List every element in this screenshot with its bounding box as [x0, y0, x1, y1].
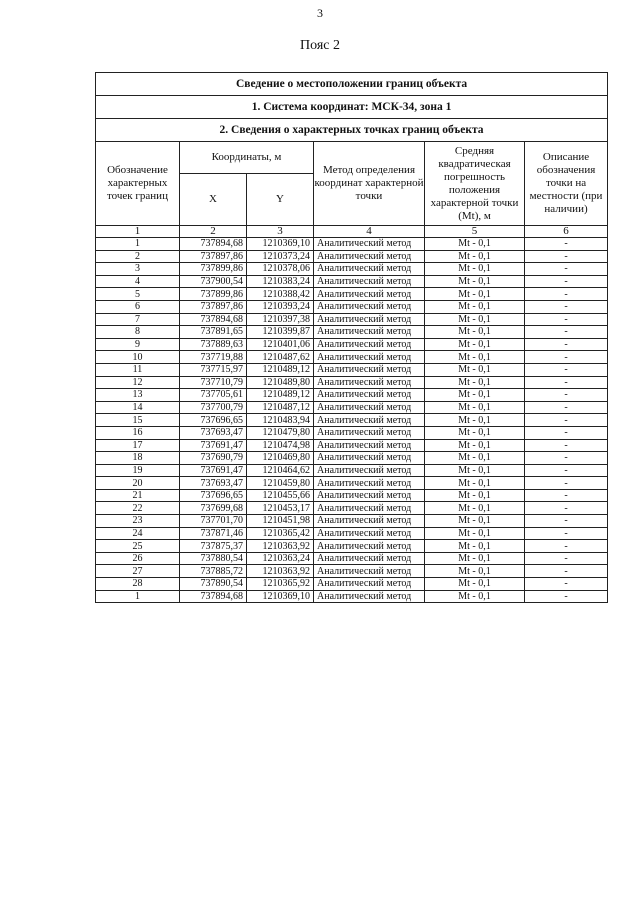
description-cell: -	[525, 578, 608, 591]
point-cell: 22	[96, 502, 180, 515]
x-cell: 737897,86	[180, 300, 247, 313]
error-cell: Mt - 0,1	[425, 565, 525, 578]
error-cell: Mt - 0,1	[425, 351, 525, 364]
y-cell: 1210401,06	[247, 338, 314, 351]
error-cell: Mt - 0,1	[425, 578, 525, 591]
y-cell: 1210365,92	[247, 578, 314, 591]
method-cell: Аналитический метод	[314, 351, 425, 364]
table-row	[96, 439, 608, 452]
error-cell: Mt - 0,1	[425, 326, 525, 339]
table-row	[96, 275, 608, 288]
method-cell: Аналитический метод	[314, 464, 425, 477]
error-cell: Mt - 0,1	[425, 502, 525, 515]
point-cell: 26	[96, 552, 180, 565]
method-cell: Аналитический метод	[314, 363, 425, 376]
error-cell: Mt - 0,1	[425, 300, 525, 313]
table-row	[96, 552, 608, 565]
x-cell: 737719,88	[180, 351, 247, 364]
point-cell: 6	[96, 300, 180, 313]
description-cell: -	[525, 489, 608, 502]
x-cell: 737696,65	[180, 414, 247, 427]
description-cell: -	[525, 389, 608, 402]
error-cell: Mt - 0,1	[425, 439, 525, 452]
x-cell: 737897,86	[180, 250, 247, 263]
description-cell: -	[525, 288, 608, 301]
method-cell: Аналитический метод	[314, 527, 425, 540]
error-cell: Mt - 0,1	[425, 363, 525, 376]
table-row	[96, 515, 608, 528]
y-cell: 1210397,38	[247, 313, 314, 326]
x-cell: 737890,54	[180, 578, 247, 591]
description-cell: -	[525, 452, 608, 465]
point-cell: 16	[96, 426, 180, 439]
y-cell: 1210383,24	[247, 275, 314, 288]
point-cell: 27	[96, 565, 180, 578]
x-cell: 737891,65	[180, 326, 247, 339]
header-point: Обозначение характерных точек границ	[96, 142, 180, 226]
y-cell: 1210369,10	[247, 238, 314, 251]
y-cell: 1210489,80	[247, 376, 314, 389]
method-cell: Аналитический метод	[314, 288, 425, 301]
method-cell: Аналитический метод	[314, 540, 425, 553]
method-cell: Аналитический метод	[314, 452, 425, 465]
x-cell: 737705,61	[180, 389, 247, 402]
x-cell: 737875,37	[180, 540, 247, 553]
x-cell: 737699,68	[180, 502, 247, 515]
method-cell: Аналитический метод	[314, 489, 425, 502]
method-cell: Аналитический метод	[314, 502, 425, 515]
method-cell: Аналитический метод	[314, 263, 425, 276]
y-cell: 1210451,98	[247, 515, 314, 528]
description-cell: -	[525, 565, 608, 578]
error-cell: Mt - 0,1	[425, 250, 525, 263]
point-cell: 3	[96, 263, 180, 276]
y-cell: 1210455,66	[247, 489, 314, 502]
y-cell: 1210373,24	[247, 250, 314, 263]
table-row	[96, 250, 608, 263]
description-cell: -	[525, 300, 608, 313]
error-cell: Mt - 0,1	[425, 552, 525, 565]
table-row	[96, 540, 608, 553]
description-cell: -	[525, 351, 608, 364]
y-cell: 1210388,42	[247, 288, 314, 301]
col-number: 2	[180, 226, 247, 238]
y-cell: 1210459,80	[247, 477, 314, 490]
y-cell: 1210474,98	[247, 439, 314, 452]
table-row	[96, 590, 608, 603]
table-row	[96, 376, 608, 389]
point-cell: 1	[96, 238, 180, 251]
point-cell: 24	[96, 527, 180, 540]
table-row	[96, 338, 608, 351]
table-row	[96, 313, 608, 326]
table-row	[96, 477, 608, 490]
page-number: 3	[317, 6, 323, 20]
error-cell: Mt - 0,1	[425, 376, 525, 389]
error-cell: Mt - 0,1	[425, 540, 525, 553]
description-cell: -	[525, 275, 608, 288]
table-row	[96, 288, 608, 301]
method-cell: Аналитический метод	[314, 238, 425, 251]
table-row	[96, 363, 608, 376]
table-row	[96, 464, 608, 477]
header-y: Y	[247, 174, 314, 226]
method-cell: Аналитический метод	[314, 326, 425, 339]
y-cell: 1210363,24	[247, 552, 314, 565]
x-cell: 737700,79	[180, 401, 247, 414]
col-number: 5	[425, 226, 525, 238]
error-cell: Mt - 0,1	[425, 590, 525, 603]
error-cell: Mt - 0,1	[425, 389, 525, 402]
method-cell: Аналитический метод	[314, 426, 425, 439]
error-cell: Mt - 0,1	[425, 426, 525, 439]
x-cell: 737691,47	[180, 439, 247, 452]
coord-system-row: 1. Система координат: МСК-34, зона 1	[96, 96, 608, 119]
table-row	[96, 238, 608, 251]
y-cell: 1210399,87	[247, 326, 314, 339]
y-cell: 1210487,12	[247, 401, 314, 414]
description-cell: -	[525, 527, 608, 540]
error-cell: Mt - 0,1	[425, 414, 525, 427]
description-cell: -	[525, 414, 608, 427]
y-cell: 1210363,92	[247, 540, 314, 553]
x-cell: 737690,79	[180, 452, 247, 465]
description-cell: -	[525, 464, 608, 477]
method-cell: Аналитический метод	[314, 300, 425, 313]
y-cell: 1210363,92	[247, 565, 314, 578]
x-cell: 737880,54	[180, 552, 247, 565]
y-cell: 1210365,42	[247, 527, 314, 540]
x-cell: 737715,97	[180, 363, 247, 376]
y-cell: 1210369,10	[247, 590, 314, 603]
x-cell: 737885,72	[180, 565, 247, 578]
method-cell: Аналитический метод	[314, 401, 425, 414]
col-number: 1	[96, 226, 180, 238]
x-cell: 737899,86	[180, 263, 247, 276]
error-cell: Mt - 0,1	[425, 313, 525, 326]
y-cell: 1210483,94	[247, 414, 314, 427]
point-cell: 19	[96, 464, 180, 477]
x-cell: 737900,54	[180, 275, 247, 288]
error-cell: Mt - 0,1	[425, 401, 525, 414]
point-cell: 12	[96, 376, 180, 389]
method-cell: Аналитический метод	[314, 590, 425, 603]
x-cell: 737871,46	[180, 527, 247, 540]
table-row	[96, 426, 608, 439]
method-cell: Аналитический метод	[314, 439, 425, 452]
table-title: Сведение о местоположении границ объекта	[96, 73, 608, 96]
description-cell: -	[525, 426, 608, 439]
table-row	[96, 578, 608, 591]
y-cell: 1210453,17	[247, 502, 314, 515]
point-cell: 7	[96, 313, 180, 326]
error-cell: Mt - 0,1	[425, 477, 525, 490]
table-row	[96, 489, 608, 502]
point-cell: 1	[96, 590, 180, 603]
y-cell: 1210489,12	[247, 389, 314, 402]
table-row	[96, 565, 608, 578]
method-cell: Аналитический метод	[314, 477, 425, 490]
point-cell: 13	[96, 389, 180, 402]
y-cell: 1210469,80	[247, 452, 314, 465]
method-cell: Аналитический метод	[314, 389, 425, 402]
description-cell: -	[525, 439, 608, 452]
description-cell: -	[525, 590, 608, 603]
point-cell: 11	[96, 363, 180, 376]
header-method: Метод определения координат характерной точки	[314, 142, 425, 226]
point-cell: 8	[96, 326, 180, 339]
table-row	[96, 351, 608, 364]
zone-title: Пояс 2	[300, 38, 340, 53]
boundary-points-table	[95, 72, 608, 603]
error-cell: Mt - 0,1	[425, 338, 525, 351]
y-cell: 1210479,80	[247, 426, 314, 439]
description-cell: -	[525, 515, 608, 528]
y-cell: 1210393,24	[247, 300, 314, 313]
method-cell: Аналитический метод	[314, 578, 425, 591]
y-cell: 1210487,62	[247, 351, 314, 364]
method-cell: Аналитический метод	[314, 275, 425, 288]
point-cell: 14	[96, 401, 180, 414]
description-cell: -	[525, 552, 608, 565]
x-cell: 737701,70	[180, 515, 247, 528]
description-cell: -	[525, 313, 608, 326]
description-cell: -	[525, 338, 608, 351]
table-row	[96, 326, 608, 339]
point-cell: 10	[96, 351, 180, 364]
table-row	[96, 300, 608, 313]
point-cell: 9	[96, 338, 180, 351]
error-cell: Mt - 0,1	[425, 489, 525, 502]
description-cell: -	[525, 401, 608, 414]
header-x: X	[180, 174, 247, 226]
error-cell: Mt - 0,1	[425, 288, 525, 301]
point-cell: 25	[96, 540, 180, 553]
table-row	[96, 502, 608, 515]
method-cell: Аналитический метод	[314, 552, 425, 565]
method-cell: Аналитический метод	[314, 376, 425, 389]
header-error: Средняя квадратическая погрешность положения характерной точки (Mt), м	[425, 142, 525, 226]
error-cell: Mt - 0,1	[425, 515, 525, 528]
error-cell: Mt - 0,1	[425, 452, 525, 465]
table-row	[96, 527, 608, 540]
method-cell: Аналитический метод	[314, 338, 425, 351]
x-cell: 737693,47	[180, 426, 247, 439]
error-cell: Mt - 0,1	[425, 238, 525, 251]
description-cell: -	[525, 363, 608, 376]
x-cell: 737899,86	[180, 288, 247, 301]
col-number: 4	[314, 226, 425, 238]
point-cell: 20	[96, 477, 180, 490]
point-cell: 28	[96, 578, 180, 591]
error-cell: Mt - 0,1	[425, 263, 525, 276]
point-cell: 23	[96, 515, 180, 528]
col-number: 6	[525, 226, 608, 238]
table-row	[96, 263, 608, 276]
x-cell: 737894,68	[180, 238, 247, 251]
col-number: 3	[247, 226, 314, 238]
header-coords: Координаты, м	[180, 142, 314, 174]
description-cell: -	[525, 502, 608, 515]
description-cell: -	[525, 250, 608, 263]
table-row	[96, 389, 608, 402]
table-row	[96, 401, 608, 414]
method-cell: Аналитический метод	[314, 414, 425, 427]
description-cell: -	[525, 477, 608, 490]
x-cell: 737889,63	[180, 338, 247, 351]
point-cell: 2	[96, 250, 180, 263]
method-cell: Аналитический метод	[314, 313, 425, 326]
description-cell: -	[525, 376, 608, 389]
x-cell: 737693,47	[180, 477, 247, 490]
error-cell: Mt - 0,1	[425, 275, 525, 288]
point-cell: 18	[96, 452, 180, 465]
table-row	[96, 452, 608, 465]
table-row	[96, 414, 608, 427]
y-cell: 1210378,06	[247, 263, 314, 276]
x-cell: 737894,68	[180, 590, 247, 603]
point-cell: 21	[96, 489, 180, 502]
description-cell: -	[525, 540, 608, 553]
x-cell: 737710,79	[180, 376, 247, 389]
x-cell: 737696,65	[180, 489, 247, 502]
method-cell: Аналитический метод	[314, 515, 425, 528]
y-cell: 1210464,62	[247, 464, 314, 477]
description-cell: -	[525, 263, 608, 276]
error-cell: Mt - 0,1	[425, 464, 525, 477]
point-cell: 15	[96, 414, 180, 427]
point-cell: 5	[96, 288, 180, 301]
method-cell: Аналитический метод	[314, 250, 425, 263]
method-cell: Аналитический метод	[314, 565, 425, 578]
x-cell: 737894,68	[180, 313, 247, 326]
x-cell: 737691,47	[180, 464, 247, 477]
description-cell: -	[525, 326, 608, 339]
y-cell: 1210489,12	[247, 363, 314, 376]
description-cell: -	[525, 238, 608, 251]
point-cell: 17	[96, 439, 180, 452]
section-row: 2. Сведения о характерных точках границ объекта	[96, 119, 608, 142]
header-description: Описание обозначения точки на местности (при наличии)	[525, 142, 608, 226]
error-cell: Mt - 0,1	[425, 527, 525, 540]
point-cell: 4	[96, 275, 180, 288]
